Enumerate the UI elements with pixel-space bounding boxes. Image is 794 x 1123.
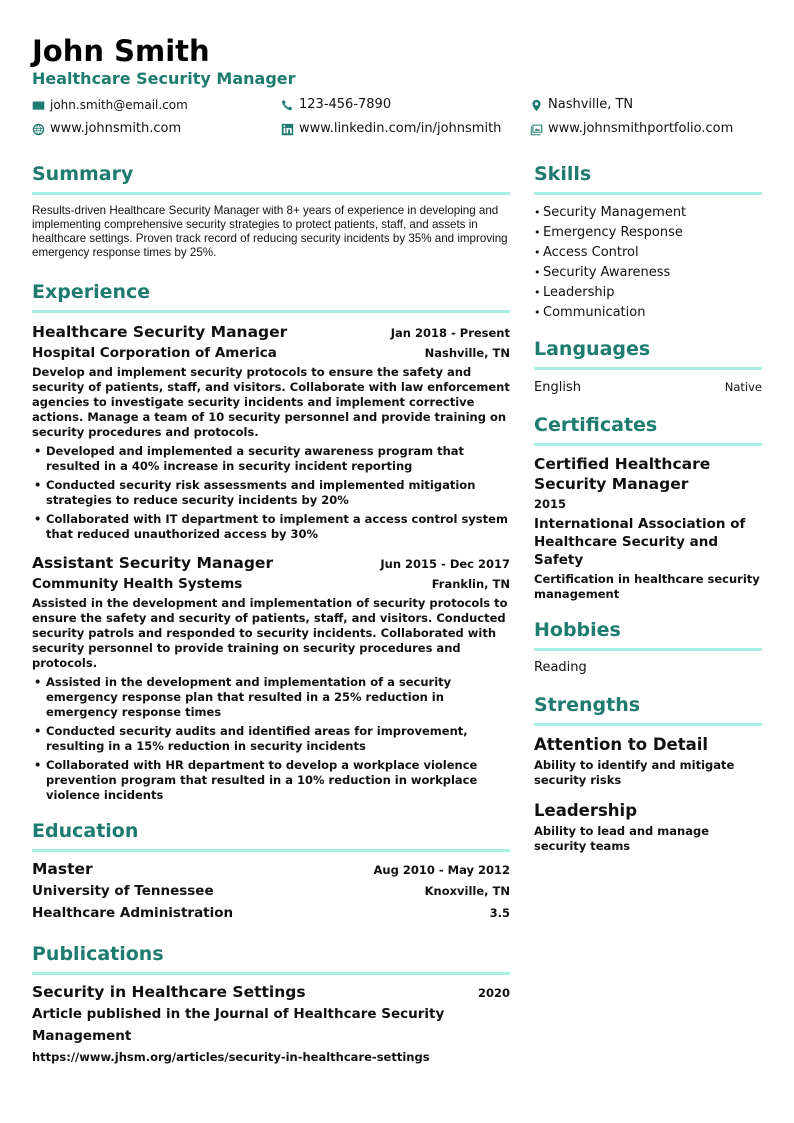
contact-email[interactable] xyxy=(32,96,281,114)
publication-year: 2020 xyxy=(477,986,510,1000)
strength-item xyxy=(534,734,762,788)
certificate-description: Certification in healthcare security management xyxy=(534,572,760,601)
skill-item: • Emergency Response xyxy=(534,223,762,243)
skill-item: • Communication xyxy=(534,303,762,323)
contact-linkedin-text: www.linkedin.com/in/johnsmith xyxy=(299,121,502,136)
strength-description: Ability to identify and mitigate security risks xyxy=(534,758,735,787)
experience-entry xyxy=(32,552,510,803)
job-company: Hospital Corporation of America xyxy=(32,345,277,361)
strength-name: Attention to Detail xyxy=(534,735,709,754)
school-name: University of Tennessee xyxy=(32,883,214,899)
certificate-year: 2015 xyxy=(534,497,567,511)
strength-name: Leadership xyxy=(534,801,638,820)
section-title-strengths: Strengths xyxy=(534,691,762,726)
globe-icon xyxy=(32,123,45,136)
school-location: Knoxville, TN xyxy=(424,884,510,898)
job-title: Assistant Security Manager xyxy=(32,554,274,572)
summary-text: Results-driven Healthcare Security Manager with 8+ years of experience in developing and implementing comprehensive security strategies to protect patients, staff, and assets in healthcare settings. Proven track record of reducing security incidents by 35% and improving emergency response times by 25%. xyxy=(32,204,508,259)
summary-section xyxy=(32,160,510,260)
job-date: Jun 2015 - Dec 2017 xyxy=(380,557,510,571)
language-level: Native xyxy=(724,380,762,394)
field-of-study: Healthcare Administration xyxy=(32,905,234,921)
publication-title: Security in Healthcare Settings xyxy=(32,983,306,1001)
job-description: Develop and implement security protocols to ensure the safety and security of patients, staff, and visitors. Collaborate with law enforcement agencies to investigate security incidents and implement corrective actions. Manage a team of 10 security personnel and provide training on security procedures and protocols. xyxy=(32,365,510,439)
job-achievements xyxy=(32,675,510,803)
contact-location-text: Nashville, TN xyxy=(548,97,634,112)
job-company: Community Health Systems xyxy=(32,576,243,592)
hobbies-section xyxy=(534,616,762,677)
hobby-item: Reading xyxy=(534,660,587,675)
resume-page xyxy=(32,34,762,1064)
gpa: 3.5 xyxy=(489,906,510,920)
left-column xyxy=(32,160,510,1079)
achievement-item: • Conducted security audits and identified areas for improvement, resulting in a 15% reduction in security incidents xyxy=(32,724,510,754)
achievement-item: • Collaborated with HR department to develop a workplace violence prevention program that resulted in a 10% reduction in workplace violence incidents xyxy=(32,758,510,803)
contact-website-text: www.johnsmith.com xyxy=(50,121,182,136)
contact-phone-text: 123-456-7890 xyxy=(299,97,392,112)
section-title-skills: Skills xyxy=(534,160,762,195)
job-title: Healthcare Security Manager xyxy=(32,323,288,341)
certificate-name: Certified Healthcare Security Manager xyxy=(534,455,711,493)
certificates-section xyxy=(534,411,762,602)
job-location: Nashville, TN xyxy=(424,346,510,360)
phone-icon xyxy=(281,99,294,112)
candidate-name: John Smith xyxy=(32,34,210,68)
education-date: Aug 2010 - May 2012 xyxy=(373,863,510,877)
experience-section xyxy=(32,278,510,803)
achievement-item: • Conducted security risk assessments and implemented mitigation strategies to reduce security incidents by 20% xyxy=(32,478,510,508)
strength-item xyxy=(534,800,762,854)
candidate-role: Healthcare Security Manager xyxy=(32,69,296,88)
skills-list xyxy=(534,203,762,323)
languages-section xyxy=(534,335,762,397)
section-title-hobbies: Hobbies xyxy=(534,616,762,651)
achievement-item: • Developed and implemented a security awareness program that resulted in a 40% increase in security incident reporting xyxy=(32,444,510,474)
contact-portfolio[interactable] xyxy=(530,120,762,138)
section-title-certificates: Certificates xyxy=(534,411,762,446)
contact-location xyxy=(530,96,762,114)
contact-email-text: john.smith@email.com xyxy=(50,98,188,112)
job-date: Jan 2018 - Present xyxy=(390,326,510,340)
portfolio-icon xyxy=(530,123,543,136)
strengths-section xyxy=(534,691,762,854)
envelope-icon xyxy=(32,99,45,112)
job-description: Assisted in the development and implementation of security protocols to ensure the safety and security of patients, staff, and visitors. Conducted security patrols and responded to security incidents. Collaborated with security personnel to provide training on security procedures and protocols. xyxy=(32,596,508,670)
contact-linkedin[interactable] xyxy=(281,120,530,138)
job-location: Franklin, TN xyxy=(431,577,510,591)
education-section xyxy=(32,817,510,924)
achievement-item: • Collaborated with IT department to implement a access control system that reduced unauthorized access by 30% xyxy=(32,512,510,542)
achievement-item: • Assisted in the development and implementation of a security emergency response plan that resulted in a 25% reduction in emergency response times xyxy=(32,675,510,720)
section-title-publications: Publications xyxy=(32,940,510,975)
publications-section xyxy=(32,940,510,1067)
contact-portfolio-text: www.johnsmithportfolio.com xyxy=(548,121,734,136)
contact-website[interactable] xyxy=(32,120,281,138)
certificate-issuer: International Association of Healthcare Security and Safety xyxy=(534,516,746,568)
degree: Master xyxy=(32,860,93,878)
section-title-experience: Experience xyxy=(32,278,510,313)
skill-item: • Leadership xyxy=(534,283,762,303)
skills-section xyxy=(534,160,762,323)
experience-entry xyxy=(32,321,510,542)
contact-phone[interactable] xyxy=(281,96,530,114)
linkedin-icon xyxy=(281,123,294,136)
publication-link[interactable]: https://www.jhsm.org/articles/security-in-healthcare-settings xyxy=(32,1050,430,1064)
right-column xyxy=(534,160,762,866)
language-item xyxy=(534,378,762,397)
section-title-languages: Languages xyxy=(534,335,762,370)
strength-description: Ability to lead and manage security teams xyxy=(534,824,709,853)
contact-info xyxy=(32,96,762,138)
job-achievements xyxy=(32,444,510,542)
location-pin-icon xyxy=(530,99,543,112)
publication-description: Article published in the Journal of Healthcare Security Management xyxy=(32,1006,445,1044)
section-title-education: Education xyxy=(32,817,510,852)
skill-item: • Access Control xyxy=(534,243,762,263)
skill-item: • Security Awareness xyxy=(534,263,762,283)
section-title-summary: Summary xyxy=(32,160,510,195)
language-name: English xyxy=(534,380,581,395)
skill-item: • Security Management xyxy=(534,203,762,223)
